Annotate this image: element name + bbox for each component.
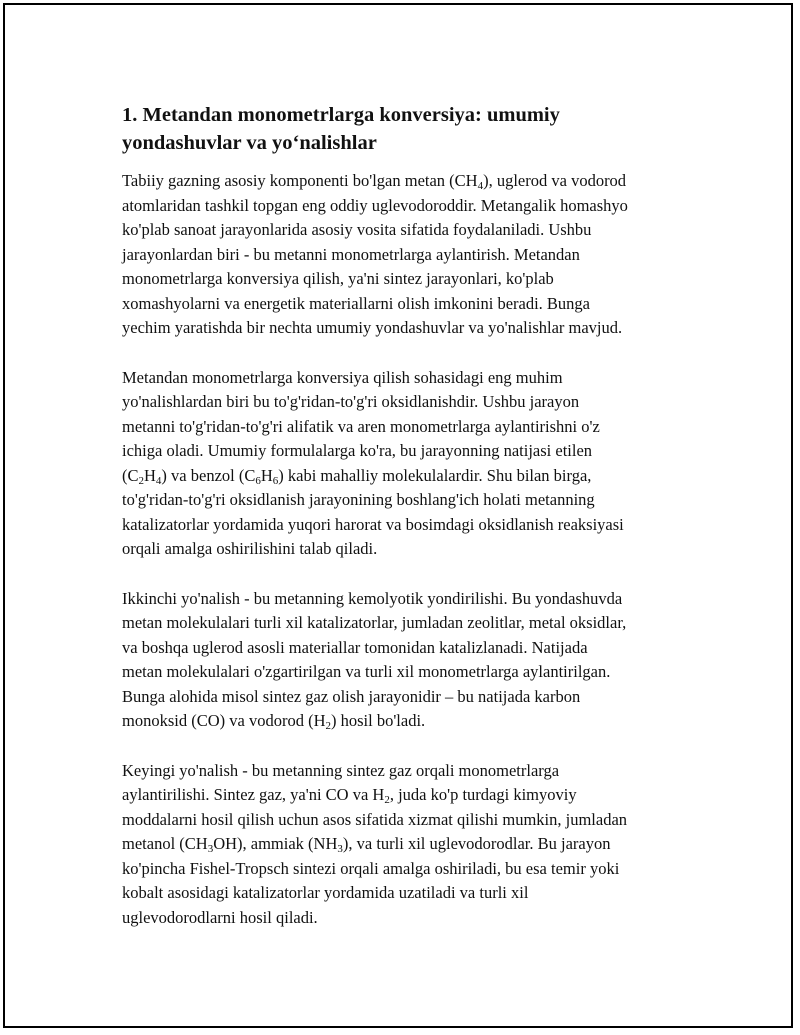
heading-line: 1. Metandan monometrlarga konversiya: umumiy [122,104,560,126]
subscript: 6 [255,474,261,487]
text-line: to'g'ridan-to'g'ri oksidlanish jarayonining boshlang'ich holati metanning [122,490,595,509]
text-line [122,709,697,734]
text-line: uglevodorodlarni hosil qiladi. [122,907,318,927]
subscript: 4 [477,180,484,192]
subscript: 3 [207,843,214,855]
text-span: ), uglerod va vodorod [483,171,627,190]
text-line: Ikkinchi yo'nalish - bu metanning kemolyotik yondirilishi. Bu yondashuvda [122,588,623,608]
subscript: 2 [384,794,390,806]
text-line: ko'pincha Fishel-Tropsch sintezi orqali amalga oshiriladi, bu esa temir yoki [122,858,620,878]
subscript: 2 [325,720,331,732]
text-line [122,783,697,808]
text-span: metanol (CH [122,834,208,853]
text-line: katalizatorlar yordamida yuqori harorat va bosimdagi oksidlanish reaksiyasi [122,514,624,534]
text-span: ) hosil bo'ladi. [330,711,426,730]
subscript: 6 [272,474,279,487]
text-span: aylantirilishi. Sintez gaz, ya'ni CO va H [122,785,385,804]
subscript: 4 [155,474,162,487]
text-line [122,464,697,489]
text-line: atomlaridan tashkil topgan eng oddiy uglevodoroddir. Metangalik homashyo [122,195,628,215]
text-line: metan molekulalari o'zgartirilgan va turli xil monometrlarga aylantirilgan. [122,662,611,681]
subscript: 3 [337,843,343,855]
text-line: xomashyolarni va energetik materiallarni olish imkonini beradi. Bunga [122,293,590,313]
text-line: yechim yaratishda bir nechta umumiy yondashuvlar va yo'nalishlar mavjud. [122,318,623,337]
paragraph-intro [122,169,697,341]
text-span: Tabiiy gazning asosiy komponenti bo'lgan metan (CH [122,171,478,190]
text-line: ichiga oladi. Umumiy formulalarga ko'ra, bu jarayonning natijasi etilen [122,441,593,460]
text-span: H [144,465,156,485]
paragraph-catalytic-combustion [122,587,697,734]
text-span: ), va turli xil uglevodorodlar. Bu jarayon [342,834,611,853]
text-line: monometrlarga konversiya qilish, ya'ni sintez jarayonlari, ko'plab [122,269,554,288]
text-line: metan molekulalari turli xil katalizatorlar, jumladan zeolitlar, metal oksidlar, [122,613,627,632]
text-span: OH), ammiak (NH [213,834,338,853]
text-span: H [260,465,273,485]
heading-line: yondashuvlar va yo‘nalishlar [122,132,377,154]
text-line: ko'plab sanoat jarayonlarida asosiy vosita sifatida foydalaniladi. Ushbu [122,220,592,239]
text-span: (C [122,465,139,485]
text-line: Bunga alohida misol sintez gaz olish jarayonidir – bu natijada karbon [122,686,581,706]
paragraph-syngas [122,759,697,931]
text-span: ) kabi mahalliy molekulalardir. Shu bilan birga, [278,465,592,485]
text-line: orqali amalga oshirilishini talab qiladi. [122,539,378,558]
text-span: , juda ko'p turdagi kimyoviy [389,785,577,804]
text-line: va boshqa uglerod asosli materiallar tomonidan katalizlanadi. Natijada [122,637,588,657]
text-line: yo'nalishlardan biri bu to'g'ridan-to'g'ri oksidlanishdir. Ushbu jarayon [122,392,580,411]
text-line: jarayonlardan biri - bu metanni monometrlarga aylantirish. Metandan [122,244,580,264]
subscript: 2 [138,474,144,487]
text-line: kobalt asosidagi katalizatorlar yordamida uzatiladi va turli xil [122,883,529,902]
section-heading [122,101,697,157]
text-span: monoksid (CO) va vodorod (H [122,711,326,730]
text-line: moddalarni hosil qilish uchun asos sifatida xizmat qilishi mumkin, jumladan [122,809,628,829]
text-span: ) va benzol (C [161,465,256,485]
text-line: metanni to'g'ridan-to'g'ri alifatik va aren monometrlarga aylantirishni o'z [122,416,600,436]
text-line [122,832,697,857]
text-line [122,169,697,194]
document-content [122,101,697,955]
document-page [3,3,793,1028]
text-line: Metandan monometrlarga konversiya qilish sohasidagi eng muhim [122,367,563,387]
paragraph-direct-oxidation [122,366,697,562]
text-line: Keyingi yo'nalish - bu metanning sintez gaz orqali monometrlarga [122,760,560,780]
